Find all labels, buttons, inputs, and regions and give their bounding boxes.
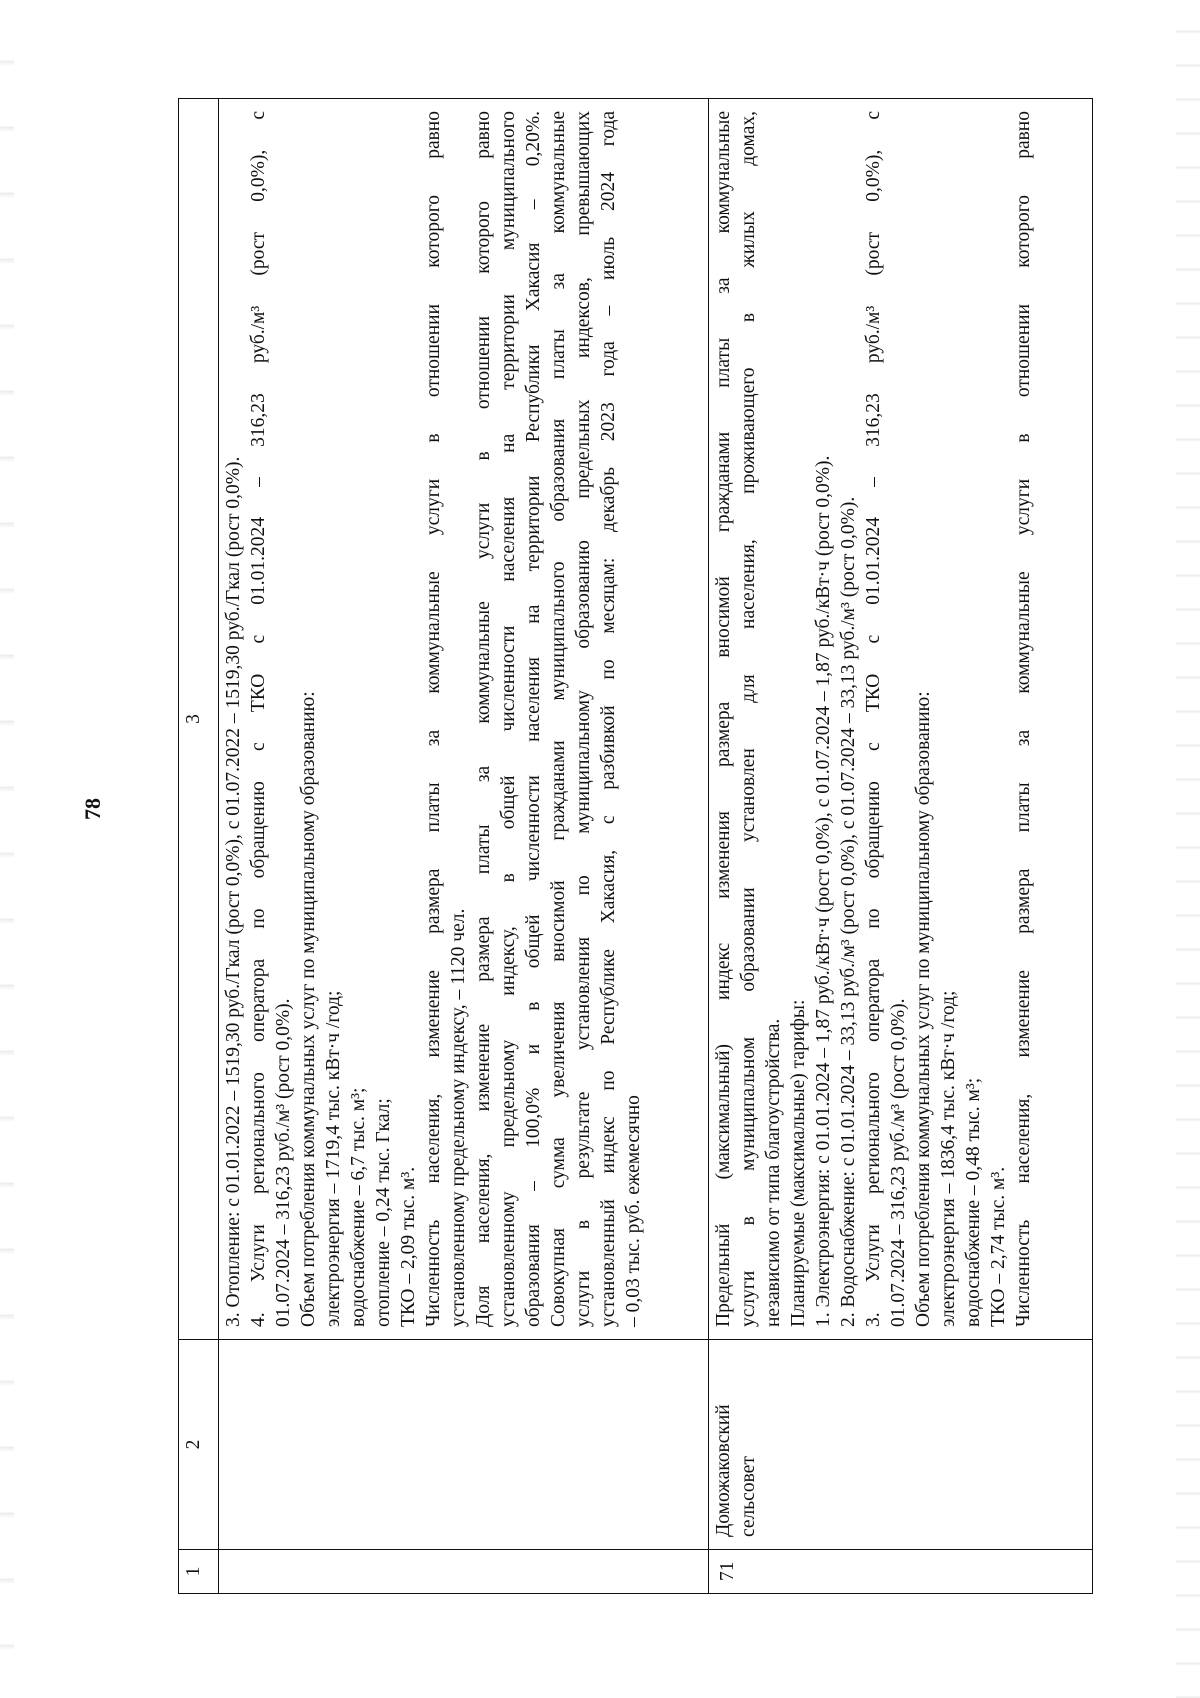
- header-col-2: 2: [179, 1340, 219, 1550]
- municipality-name-cell: [219, 1340, 709, 1550]
- row-number-cell: 71: [709, 1550, 1093, 1594]
- description-line: Численность населения, изменение размера платы за коммунальные услуги в отношении которого равно: [423, 111, 444, 1327]
- description-line: водоснабжение – 6,7 тыс. м³;: [348, 1087, 369, 1327]
- description-line: ТКО – 2,74 тыс. м³.: [988, 1166, 1009, 1327]
- scan-artifact-right: [1176, 0, 1200, 1698]
- description-line: – 0,03 тыс. руб. ежемесячно: [623, 1095, 644, 1327]
- table-header-row: [179, 99, 219, 1594]
- description-line: Предельный (максимальный) индекс изменения размера вносимой гражданами платы за коммунальные: [713, 111, 734, 1327]
- description-line: электроэнергия – 1836,4 тыс. кВт·ч /год;: [938, 990, 959, 1327]
- description-line: 4. Услуги регионального оператора по обращению с ТКО с 01.01.2024 – 316,23 руб./м³ (рост 0,0%), с: [248, 111, 269, 1327]
- header-col-3: 3: [179, 99, 219, 1340]
- row-number-cell: [219, 1550, 709, 1594]
- description-line: Объем потребления коммунальных услуг по муниципальному образованию:: [913, 691, 934, 1327]
- description-line: 2. Водоснабжение: с 01.01.2024 – 33,13 руб./м³ (рост 0,0%), с 01.07.2024 – 33,13 руб./м³ (рост 0,0%).: [838, 496, 859, 1327]
- description-line: 3. Отопление: с 01.01.2022 – 1519,30 руб./Гкал (рост 0,0%), с 01.07.2022 – 1519,30 руб./Гкал (рост 0,0%).: [223, 456, 244, 1327]
- description-line: Численность населения, изменение размера платы за коммунальные услуги в отношении которого равно: [1013, 111, 1034, 1327]
- description-line: образования – 100,0% и в общей численности населения на территории Республики Хакасия – 0,20%.: [523, 111, 544, 1327]
- description-line: водоснабжение – 0,48 тыс. м³;: [963, 1077, 984, 1327]
- description-cell: [219, 99, 709, 1340]
- table-row-continued: [219, 99, 709, 1594]
- description-line: установленному предельному индексу, в общей численности населения на территории муниципального: [498, 111, 519, 1327]
- tariff-table: [178, 98, 1093, 1594]
- description-line: Доля населения, изменение размера платы за коммунальные услуги в отношении которого равно: [473, 111, 494, 1327]
- scan-artifact-left: [0, 0, 14, 1698]
- page-number: 78: [80, 798, 105, 820]
- description-line: Планируемые (максимальные) тарифы:: [788, 999, 809, 1327]
- description-line: установленный индекс по Республике Хакасия, с разбивкой по месяцам: декабрь 2023 года – июль 2024 года: [598, 111, 619, 1327]
- description-line: отопление – 0,24 тыс. Гкал;: [373, 1098, 394, 1327]
- municipality-name-cell: [709, 1340, 1093, 1550]
- description-lines: [711, 111, 1036, 1327]
- municipality-name-line: Доможаковский: [713, 1404, 734, 1537]
- description-line: 01.07.2024 – 316,23 руб./м³ (рост 0,0%).: [888, 998, 909, 1327]
- municipality-name-line: сельсовет: [738, 1456, 759, 1537]
- rotated-table-container: [178, 98, 1092, 1594]
- description-line: электроэнергия – 1719,4 тыс. кВт·ч /год;: [323, 990, 344, 1327]
- header-col-1: 1: [179, 1550, 219, 1594]
- description-line: услуги в муниципальном образовании установлен для населения, проживающего в жилых домах,: [738, 111, 759, 1327]
- table-row-71: [709, 99, 1093, 1594]
- description-line: ТКО – 2,09 тыс. м³.: [398, 1166, 419, 1327]
- description-line: услуги в результате установления по муниципальному образованию предельных индексов, превышающих: [573, 111, 594, 1327]
- description-line: установленному предельному индексу, – 1120 чел.: [448, 908, 469, 1327]
- description-line: 1. Электроэнергия: с 01.01.2024 – 1,87 руб./кВт·ч (рост 0,0%), с 01.07.2024 – 1,87 руб./кВт·ч (рост 0,0%).: [813, 455, 834, 1327]
- description-line: Совокупная сумма увеличения вносимой гражданами муниципального образования платы за коммунальные: [548, 111, 569, 1327]
- description-lines: [221, 111, 646, 1327]
- description-line: Объем потребления коммунальных услуг по муниципальному образованию:: [298, 691, 319, 1327]
- description-line: 3. Услуги регионального оператора по обращению с ТКО с 01.01.2024 – 316,23 руб./м³ (рост 0,0%), с: [863, 111, 884, 1327]
- description-line: 01.07.2024 – 316,23 руб./м³ (рост 0,0%).: [273, 998, 294, 1327]
- description-cell: [709, 99, 1093, 1340]
- description-line: независимо от типа благоустройства.: [763, 1018, 784, 1327]
